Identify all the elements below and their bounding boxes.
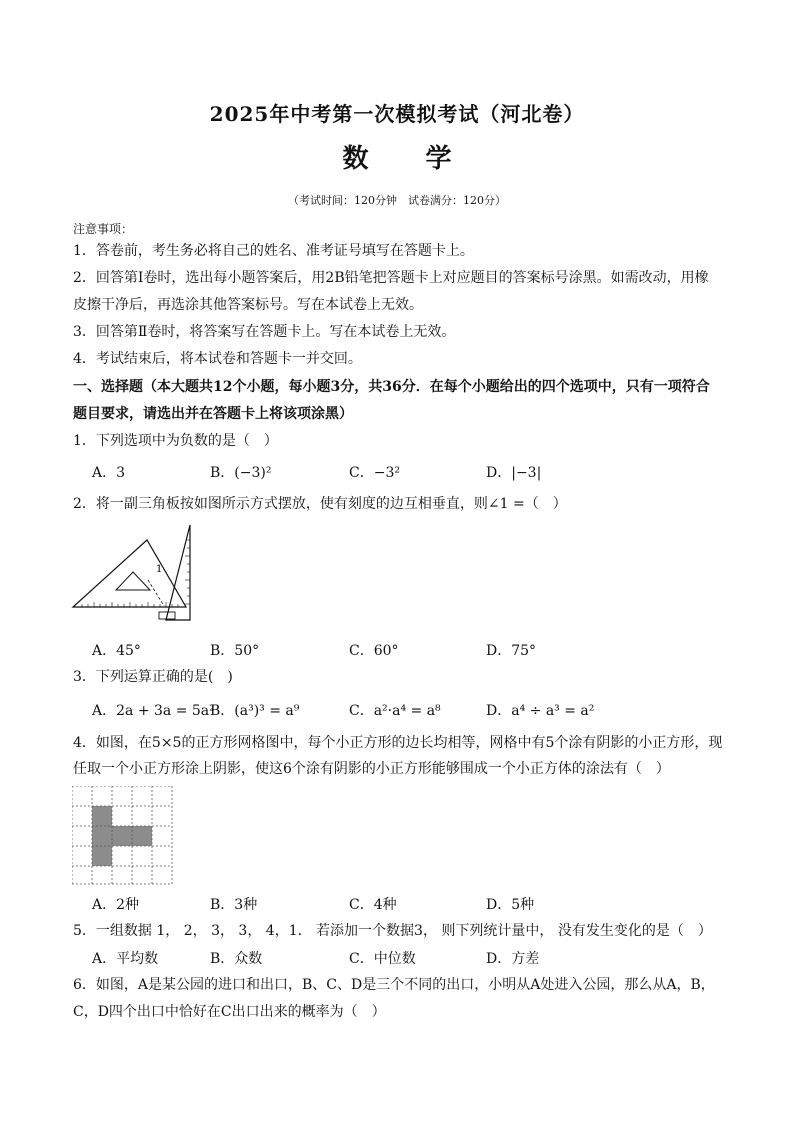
q3-option-b: B．(a³)³ = a⁹ [210,703,300,719]
shaded-cell [92,826,112,846]
triangle-rulers-figure [70,520,220,630]
q1-option-d: D．|−3| [486,465,542,481]
q6-stem-line2: C，D四个出口中恰好在C出口出来的概率为（ ） [73,1004,386,1020]
q5-option-d: D．方差 [486,951,540,967]
notice-heading: 注意事项： [73,222,134,236]
q2-option-d: D．75° [486,643,537,659]
q5-stem: 5．一组数据 1， 2， 3， 3， 4，1． 若添加一个数据3， 则下列统计量中， 没有发生变化的是（ ） [73,923,712,939]
q2-option-c: C．60° [349,643,399,659]
q6-stem-line1: 6．如图，A是某公园的进口和出口，B、C、D是三个不同的出口，小明从A处进入公园，那么从A，B， [73,977,715,993]
notice-item-3: 3．回答第Ⅱ卷时，将答案写在答题卡上。写在本试卷上无效。 [73,324,456,340]
section-heading-cont: 题目要求，请选出并在答题卡上将该项涂黑） [73,406,353,422]
shaded-cell [92,806,112,826]
q3-option-a: A．2a + 3a = 5a² [92,703,215,719]
q2-stem: 2．将一副三角板按如图所示方式摆放，使有刻度的边互相垂直，则∠1 =（ ） [73,496,567,512]
exam-info: （考试时间：120分钟 试卷满分：120分） [288,194,506,207]
q2-option-b: B．50° [210,643,260,659]
q4-option-d: D．5种 [486,897,535,913]
q3-option-d: D．a⁴ ÷ a³ = a² [486,703,595,719]
notice-item-2: 2．回答第Ⅰ卷时，选出每小题答案后，用2B铅笔把答题卡上对应题目的答案标号涂黑。如需改动，用橡 [73,270,709,286]
q1-option-a: A．3 [92,465,126,481]
q4-stem-line2: 任取一个小正方形涂上阴影，使这6个涂有阴影的小正方形能够围成一个小正方体的涂法有（ ） [73,761,670,777]
q4-option-b: B．3种 [210,897,258,913]
section-heading: 一、选择题（本大题共12个小题，每小题3分，共36分．在每个小题给出的四个选项中，只有一项符合 [73,379,710,395]
q4-option-c: C．4种 [349,897,397,913]
shaded-cell [92,846,112,866]
q4-option-a: A．2种 [92,897,140,913]
subject-title: 数 学 [342,144,476,174]
q4-stem-line1: 4．如图，在5×5的正方形网格图中，每个小正方形的边长均相等，网格中有5个涂有阴影的小正方形，现 [73,735,723,751]
notice-item-4: 4．考试结束后，将本试卷和答题卡一并交回。 [73,351,362,367]
grid-figure [72,786,174,886]
q5-option-a: A．平均数 [92,951,159,967]
q3-option-c: C．a²·a⁴ = a⁸ [349,703,441,719]
q1-option-c: C．−3² [349,465,400,481]
q1-stem: 1．下列选项中为负数的是（ ） [73,433,278,449]
q3-stem: 3．下列运算正确的是( ) [73,669,233,685]
shaded-cell [132,826,152,846]
shaded-cell [112,826,132,846]
notice-item-2-cont: 皮擦干净后，再选涂其他答案标号。写在本试卷上无效。 [73,297,423,313]
q2-option-a: A．45° [92,643,141,659]
exam-title: 2025年中考第一次模拟考试（河北卷） [209,102,585,126]
q1-option-b: B．(−3)² [210,465,272,481]
q5-option-c: C．中位数 [349,951,416,967]
angle-label: 1 [156,564,163,575]
notice-item-1: 1．答卷前，考生务必将自己的姓名、准考证号填写在答题卡上。 [73,243,474,259]
q5-option-b: B．众数 [210,951,263,967]
